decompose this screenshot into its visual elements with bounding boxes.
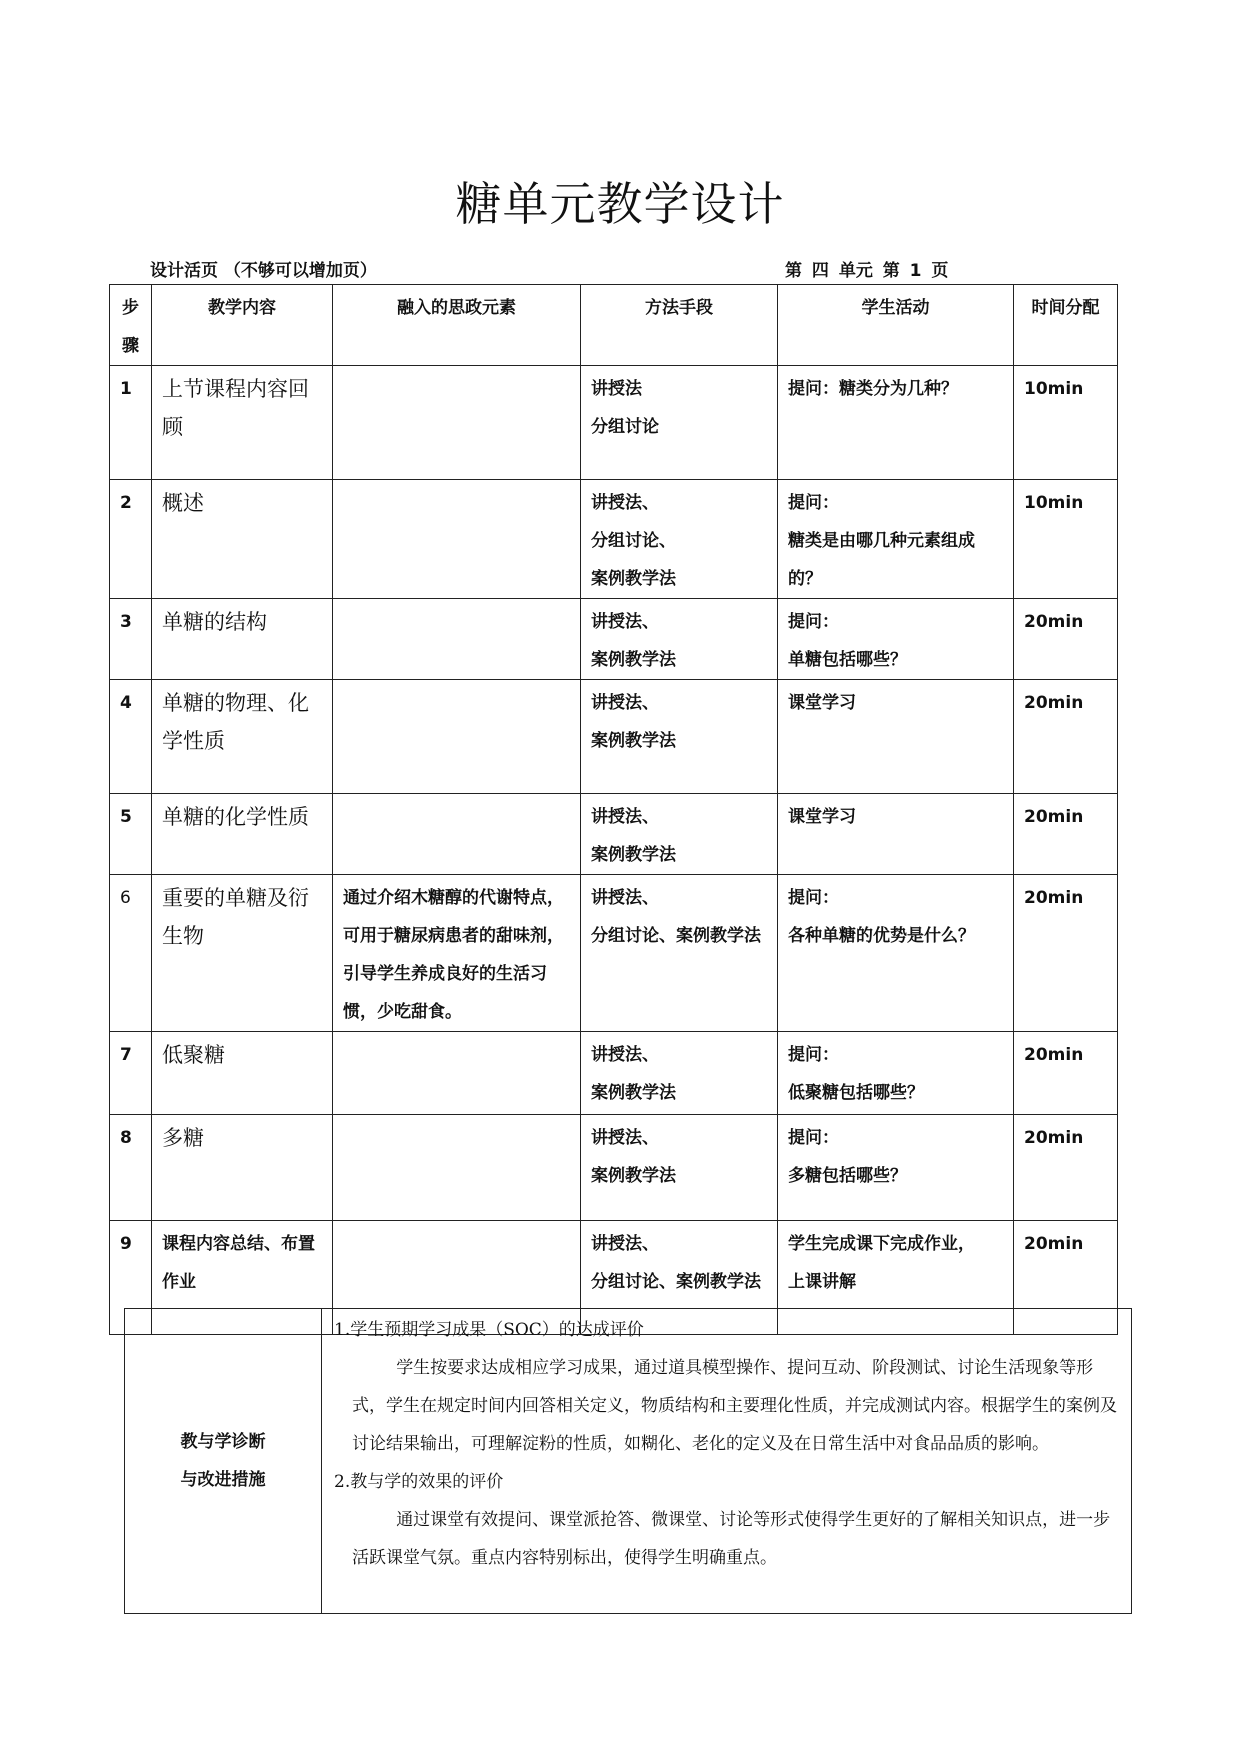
row-activity-line: 提问： bbox=[788, 1128, 839, 1148]
row-content: 课程内容总结、布置作业 bbox=[152, 1221, 333, 1335]
row-method-line: 分组讨论 bbox=[591, 417, 659, 437]
table-row bbox=[110, 366, 1118, 480]
row-activity-line: 低聚糖包括哪些？ bbox=[788, 1083, 924, 1103]
row-activity-line: 提问： bbox=[788, 612, 839, 632]
diagnosis-label-line2: 与改进措施 bbox=[180, 1470, 266, 1490]
row-method bbox=[581, 366, 778, 480]
row-method-line: 案例教学法 bbox=[591, 845, 676, 865]
subtitle-left: 设计活页 （不够可以增加页） bbox=[150, 261, 377, 281]
row-ideology bbox=[333, 1032, 581, 1115]
row-step: 6 bbox=[110, 875, 152, 1032]
row-activity bbox=[778, 1115, 1014, 1221]
row-step: 1 bbox=[110, 366, 152, 480]
header-activity: 学生活动 bbox=[778, 285, 1014, 366]
header-ideology: 融入的思政元素 bbox=[333, 285, 581, 366]
row-method-line: 讲授法、 bbox=[591, 888, 659, 908]
table-row bbox=[110, 1115, 1118, 1221]
row-method bbox=[581, 794, 778, 875]
row-activity-line: 提问： bbox=[788, 888, 839, 908]
row-method-line: 案例教学法 bbox=[591, 1166, 676, 1186]
row-activity bbox=[778, 680, 1014, 794]
row-content: 概述 bbox=[152, 480, 333, 599]
table-row bbox=[110, 480, 1118, 599]
table-row bbox=[110, 875, 1118, 1032]
row-method-line: 案例教学法 bbox=[591, 1083, 676, 1103]
row-method bbox=[581, 875, 778, 1032]
row-content: 低聚糖 bbox=[152, 1032, 333, 1115]
row-method-line: 讲授法、 bbox=[591, 1128, 659, 1148]
row-method-line: 讲授法、 bbox=[591, 493, 659, 513]
row-method-line: 讲授法、 bbox=[591, 1045, 659, 1065]
row-content: 单糖的结构 bbox=[152, 599, 333, 680]
row-time: 20min bbox=[1014, 599, 1118, 680]
row-content: 上节课程内容回顾 bbox=[152, 366, 333, 480]
row-method-line: 讲授法 bbox=[591, 379, 642, 399]
row-ideology bbox=[333, 480, 581, 599]
row-content: 多糖 bbox=[152, 1115, 333, 1221]
row-activity-line: 课堂学习 bbox=[788, 693, 856, 713]
row-ideology bbox=[333, 1115, 581, 1221]
row-activity bbox=[778, 480, 1014, 599]
diagnosis-item2-title: 2.教与学的效果的评价 bbox=[334, 1472, 504, 1492]
row-method bbox=[581, 1115, 778, 1221]
diagnosis-label bbox=[125, 1309, 322, 1614]
page-title: 糖单元教学设计 bbox=[455, 177, 785, 231]
row-activity-line: 各种单糖的优势是什么？ bbox=[788, 926, 975, 946]
row-ideology bbox=[333, 366, 581, 480]
row-method-line: 分组讨论、 bbox=[591, 531, 676, 551]
table-row bbox=[110, 680, 1118, 794]
row-activity bbox=[778, 794, 1014, 875]
lesson-plan-table bbox=[109, 284, 1118, 1335]
row-ideology bbox=[333, 794, 581, 875]
row-activity-line: 学生完成课下完成作业， bbox=[788, 1234, 975, 1254]
row-step: 2 bbox=[110, 480, 152, 599]
row-method-line: 讲授法、 bbox=[591, 693, 659, 713]
row-activity-line: 多糖包括哪些？ bbox=[788, 1166, 907, 1186]
header-row bbox=[110, 285, 1118, 366]
header-method: 方法手段 bbox=[581, 285, 778, 366]
table-row bbox=[110, 599, 1118, 680]
row-activity-line: 提问：糖类分为几种？ bbox=[788, 379, 958, 399]
row-activity-line: 单糖包括哪些？ bbox=[788, 650, 907, 670]
row-method-line: 讲授法、 bbox=[591, 1234, 659, 1254]
diagnosis-label-line1: 教与学诊断 bbox=[180, 1432, 266, 1452]
row-method bbox=[581, 599, 778, 680]
row-method-line: 案例教学法 bbox=[591, 731, 676, 751]
row-time: 20min bbox=[1014, 875, 1118, 1032]
row-activity bbox=[778, 366, 1014, 480]
diagnosis-item1-body: 学生按要求达成相应学习成果，通过道具模型操作、提问互动、阶段测试、讨论生活现象等形式，学生在规定时间内回答相关定义，物质结构和主要理化性质，并完成测试内容。根据学生的案例及讨论结果输出，可理解淀粉的性质，如糊化、老化的定义及在日常生活中对食品品质的影响。 bbox=[352, 1358, 1117, 1454]
table-row bbox=[110, 794, 1118, 875]
row-time: 20min bbox=[1014, 1115, 1118, 1221]
row-content: 重要的单糖及衍生物 bbox=[152, 875, 333, 1032]
row-activity bbox=[778, 1032, 1014, 1115]
row-ideology bbox=[333, 680, 581, 794]
row-step: 7 bbox=[110, 1032, 152, 1115]
diagnosis-body bbox=[322, 1309, 1132, 1614]
row-time: 20min bbox=[1014, 794, 1118, 875]
header-content: 教学内容 bbox=[152, 285, 333, 366]
row-method-line: 案例教学法 bbox=[591, 650, 676, 670]
row-activity-line: 糖类是由哪几种元素组成的？ bbox=[788, 531, 975, 589]
header-time: 时间分配 bbox=[1014, 285, 1118, 366]
row-step: 8 bbox=[110, 1115, 152, 1221]
row-activity-line: 课堂学习 bbox=[788, 807, 856, 827]
row-method bbox=[581, 480, 778, 599]
row-activity bbox=[778, 875, 1014, 1032]
row-activity bbox=[778, 599, 1014, 680]
diagnosis-table bbox=[124, 1308, 1132, 1614]
diagnosis-item1-title: 1.学生预期学习成果（SOC）的达成评价 bbox=[334, 1320, 644, 1340]
row-time: 20min bbox=[1014, 1221, 1118, 1335]
row-method-line: 讲授法、 bbox=[591, 807, 659, 827]
diagnosis-item2-body: 通过课堂有效提问、课堂派抢答、微课堂、讨论等形式使得学生更好的了解相关知识点，进一步活跃课堂气氛。重点内容特别标出，使得学生明确重点。 bbox=[352, 1510, 1111, 1568]
row-method-line: 讲授法、 bbox=[591, 612, 659, 632]
row-time: 20min bbox=[1014, 1032, 1118, 1115]
subtitle-right: 第 四 单元 第 1 页 bbox=[785, 261, 949, 281]
row-time: 10min bbox=[1014, 366, 1118, 480]
row-method-line: 分组讨论、案例教学法 bbox=[591, 926, 761, 946]
row-method bbox=[581, 680, 778, 794]
row-step: 5 bbox=[110, 794, 152, 875]
row-ideology: 通过介绍木糖醇的代谢特点，可用于糖尿病患者的甜味剂，引导学生养成良好的生活习惯，少吃甜食。 bbox=[333, 875, 581, 1032]
table-row bbox=[110, 1032, 1118, 1115]
row-time: 10min bbox=[1014, 480, 1118, 599]
row-activity-line: 提问： bbox=[788, 1045, 839, 1065]
row-step: 4 bbox=[110, 680, 152, 794]
row-method-line: 分组讨论、案例教学法 bbox=[591, 1272, 761, 1292]
row-content: 单糖的物理、化学性质 bbox=[152, 680, 333, 794]
row-activity-line: 提问： bbox=[788, 493, 839, 513]
row-step: 3 bbox=[110, 599, 152, 680]
row-activity-line: 上课讲解 bbox=[788, 1272, 856, 1292]
row-content: 单糖的化学性质 bbox=[152, 794, 333, 875]
row-time: 20min bbox=[1014, 680, 1118, 794]
row-method-line: 案例教学法 bbox=[591, 569, 676, 589]
row-step: 9 bbox=[110, 1221, 152, 1335]
header-step: 步骤 bbox=[110, 285, 152, 366]
row-ideology bbox=[333, 599, 581, 680]
row-method bbox=[581, 1032, 778, 1115]
